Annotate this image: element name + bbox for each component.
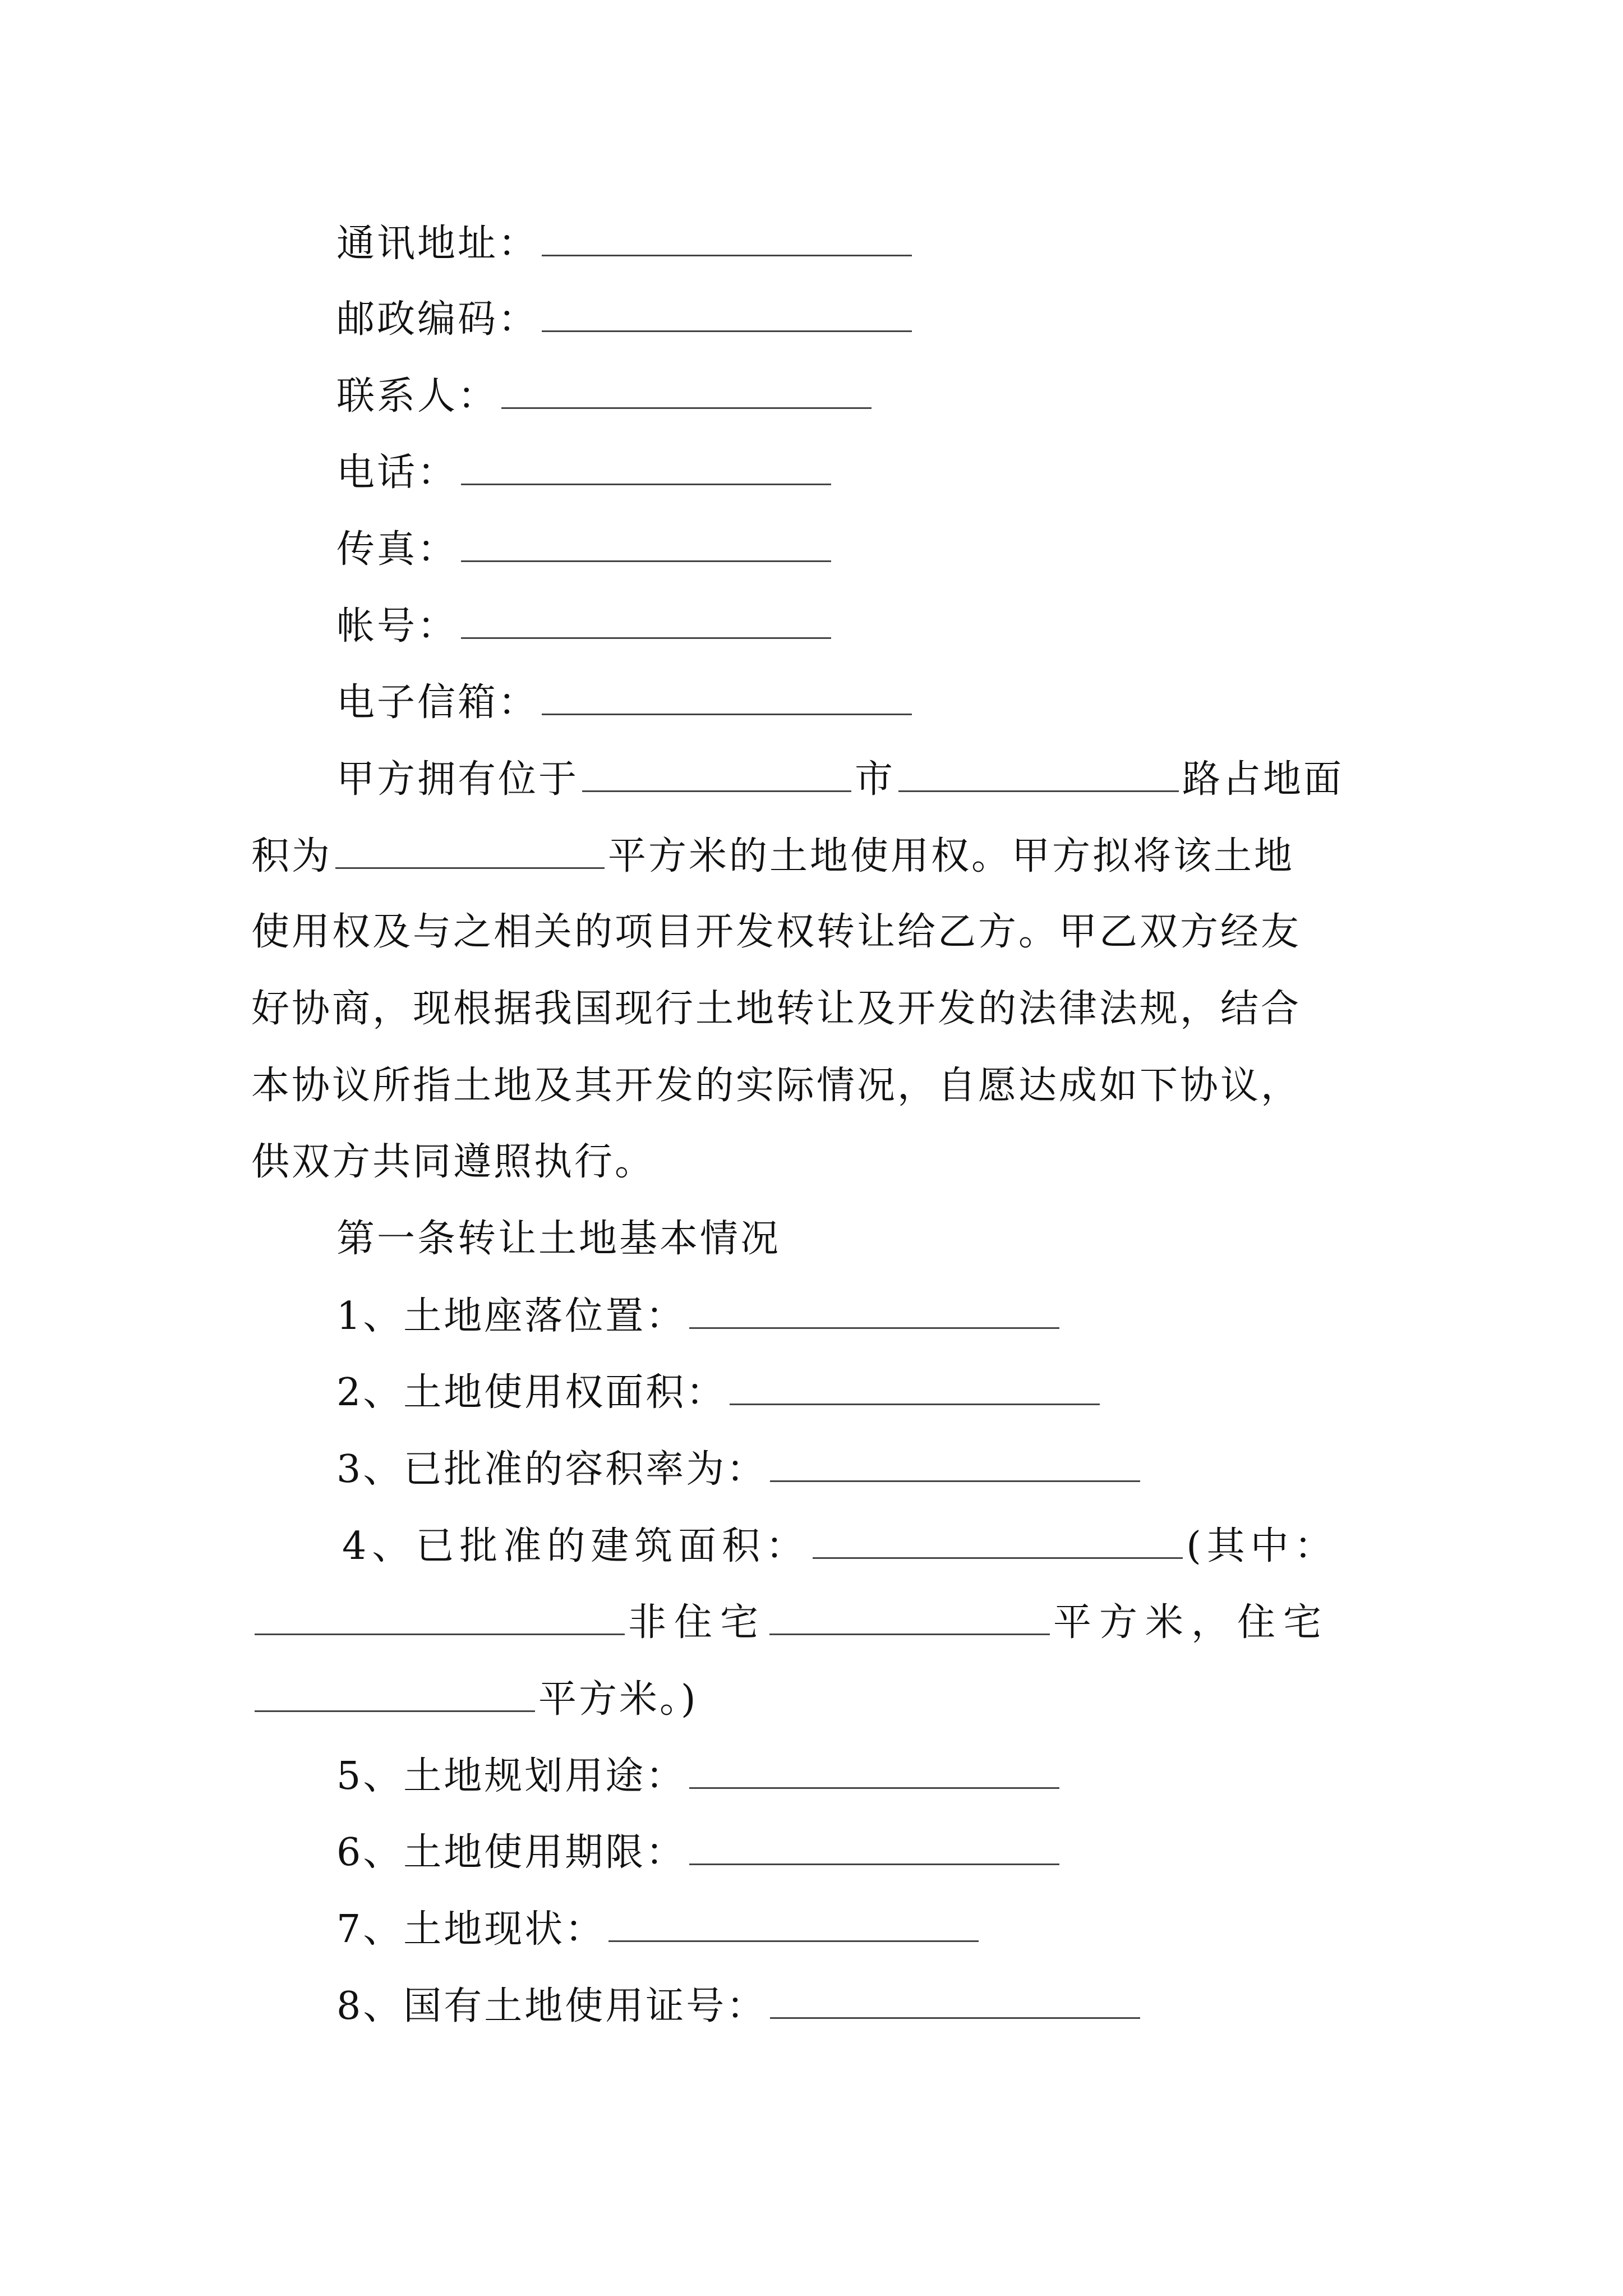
article-1-item-5 xyxy=(336,1754,1063,1798)
article-1-item-4-line-2 xyxy=(251,1600,1330,1645)
field-label: 电子信箱： xyxy=(336,680,539,725)
item-text: 非住宅 xyxy=(628,1600,767,1645)
article-1-item-4-line-1 xyxy=(342,1524,1338,1568)
contact-person xyxy=(336,374,875,418)
item-label: 3、已批准的容积率为： xyxy=(336,1447,767,1492)
fill-blank[interactable] xyxy=(461,530,831,562)
intro-line-3 xyxy=(251,910,1302,954)
article-1-item-7 xyxy=(336,1907,982,1952)
fill-blank[interactable] xyxy=(770,1987,1140,2019)
intro-text: 积为 xyxy=(251,834,333,878)
contact-postcode xyxy=(336,297,915,342)
fill-blank[interactable] xyxy=(770,1450,1140,1482)
fill-blank[interactable] xyxy=(335,837,605,869)
contact-email xyxy=(336,680,915,725)
intro-text: 平方米的土地使用权。甲方拟将该土地 xyxy=(608,834,1295,878)
item-label: 5、土地规划用途： xyxy=(336,1754,686,1798)
fill-blank[interactable] xyxy=(689,1297,1059,1329)
item-label: 7、土地现状： xyxy=(336,1907,606,1952)
article-1-item-8 xyxy=(336,1984,1144,2028)
field-label: 联系人： xyxy=(336,374,499,418)
field-label: 帐号： xyxy=(336,604,458,648)
contact-fax xyxy=(336,527,834,572)
intro-line-5 xyxy=(251,1064,1302,1108)
fill-blank[interactable] xyxy=(582,760,851,792)
fill-blank[interactable] xyxy=(608,1910,979,1942)
item-label: 1、土地座落位置： xyxy=(336,1294,686,1338)
item-label: 4、已批准的建筑面积： xyxy=(342,1524,810,1568)
item-label: 6、土地使用期限： xyxy=(336,1830,686,1875)
item-label: 8、国有土地使用证号： xyxy=(336,1984,767,2028)
fill-blank[interactable] xyxy=(898,760,1179,792)
intro-text: 市 xyxy=(855,757,896,802)
intro-line-4 xyxy=(251,987,1302,1031)
article-1-item-1 xyxy=(336,1294,1063,1338)
fill-blank[interactable] xyxy=(255,1680,535,1712)
article-1-item-3 xyxy=(336,1447,1144,1492)
fill-blank[interactable] xyxy=(542,683,912,715)
contact-account xyxy=(336,604,834,648)
fill-blank[interactable] xyxy=(461,453,831,485)
article-1-item-2 xyxy=(336,1370,1103,1415)
article-1-item-4-line-3 xyxy=(251,1677,698,1722)
intro-text: 路占地面 xyxy=(1182,757,1344,802)
item-label: 2、土地使用权面积： xyxy=(336,1370,727,1415)
article-1-title xyxy=(336,1217,781,1261)
section-heading: 第一条转让土地基本情况 xyxy=(336,1217,781,1261)
fill-blank[interactable] xyxy=(730,1373,1100,1405)
field-label: 通讯地址： xyxy=(336,222,539,266)
intro-line-1 xyxy=(336,757,1344,802)
intro-text: 好协商，现根据我国现行土地转让及开发的法律法规，结合 xyxy=(251,987,1302,1031)
fill-blank[interactable] xyxy=(255,1603,625,1635)
field-label: 传真： xyxy=(336,527,458,572)
intro-text: 供双方共同遵照执行。 xyxy=(251,1140,656,1184)
fill-blank[interactable] xyxy=(542,300,912,332)
field-label: 电话： xyxy=(336,450,458,495)
fill-blank[interactable] xyxy=(689,1757,1059,1789)
fill-blank[interactable] xyxy=(461,607,831,639)
intro-text: 本协议所指土地及其开发的实际情况，自愿达成如下协议， xyxy=(251,1064,1302,1108)
contact-address xyxy=(336,222,915,266)
item-text: (其中： xyxy=(1186,1524,1338,1568)
intro-line-6 xyxy=(251,1140,656,1184)
item-text: 平方米。) xyxy=(538,1677,698,1722)
fill-blank[interactable] xyxy=(689,1833,1059,1865)
contact-phone xyxy=(336,450,834,495)
item-text: 平方米，住宅 xyxy=(1053,1600,1330,1645)
fill-blank[interactable] xyxy=(501,377,872,409)
article-1-item-6 xyxy=(336,1830,1063,1875)
fill-blank[interactable] xyxy=(769,1603,1050,1635)
fill-blank[interactable] xyxy=(542,224,912,256)
intro-line-2 xyxy=(251,834,1295,878)
field-label: 邮政编码： xyxy=(336,297,539,342)
intro-text: 使用权及与之相关的项目开发权转让给乙方。甲乙双方经友 xyxy=(251,910,1302,954)
fill-blank[interactable] xyxy=(813,1527,1183,1559)
intro-text: 甲方拥有位于 xyxy=(336,757,579,802)
